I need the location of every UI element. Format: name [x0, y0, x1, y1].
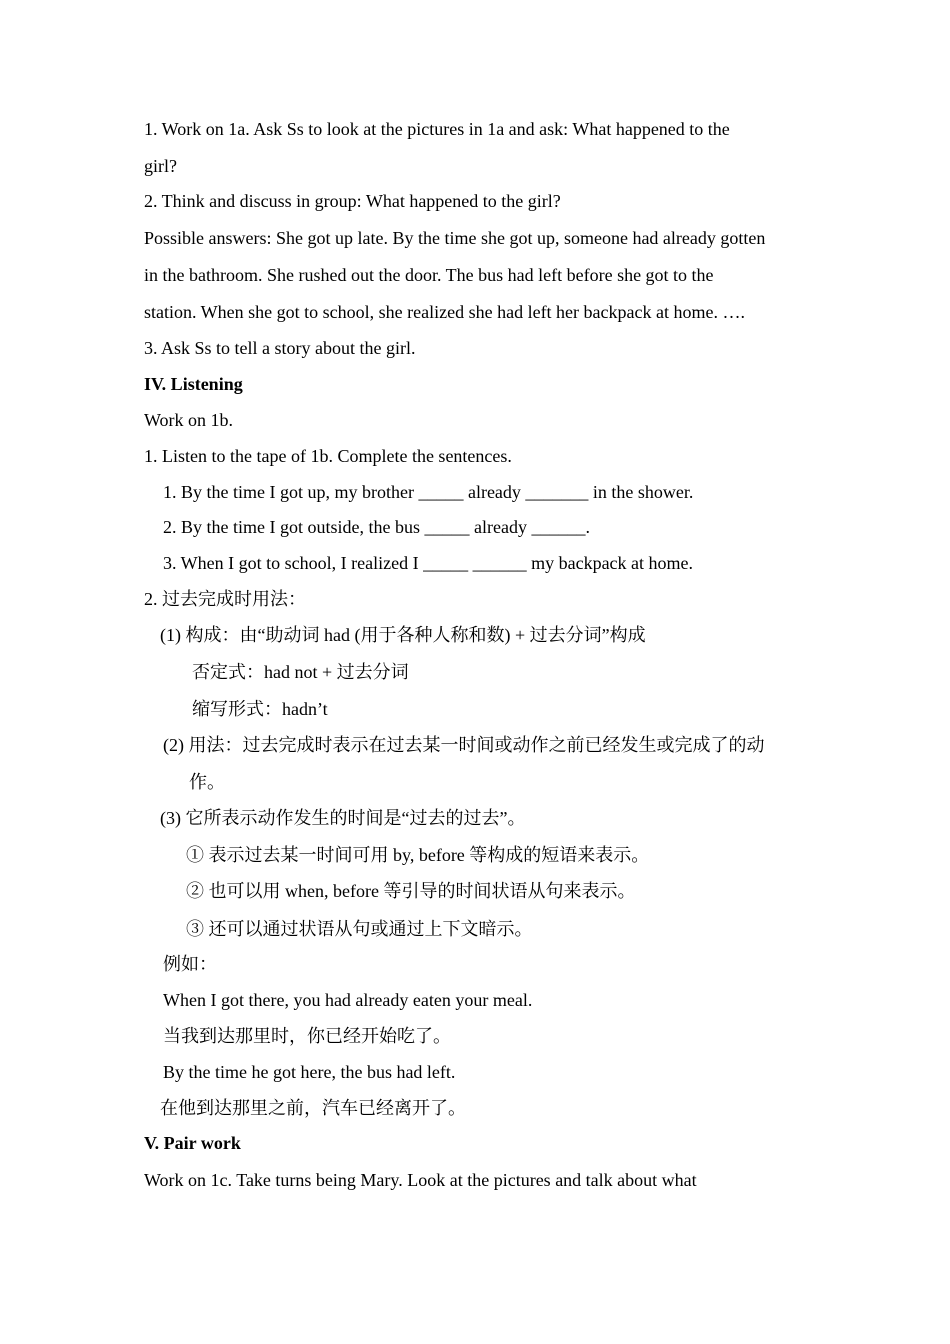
grammar-point-1: ① 表示过去某一时间可用 by, before 等构成的短语来表示。: [186, 845, 650, 865]
activity-3-line: 3. Ask Ss to tell a story about the girl.: [144, 338, 416, 358]
grammar-form: (1) 构成：由“助动词 had (用于各种人称和数) + 过去分词”构成: [160, 625, 646, 645]
example-1-english: When I got there, you had already eaten your meal.: [163, 990, 533, 1010]
possible-answers-line-3: station. When she got to school, she realized she had left her backpack at home. ….: [144, 302, 745, 322]
possible-answers-line-1: Possible answers: She got up late. By the time she got up, someone had already gotten: [144, 228, 766, 248]
work-on-1b-line: Work on 1b.: [144, 410, 234, 430]
activity-2-line: 2. Think and discuss in group: What happened to the girl?: [144, 191, 561, 211]
grammar-point-3: ③ 还可以通过状语从句或通过上下文暗示。: [186, 919, 533, 939]
listening-sentence-2: 2. By the time I got outside, the bus _____ already ______.: [163, 517, 590, 537]
example-2-english: By the time he got here, the bus had left.: [163, 1062, 456, 1082]
section-heading-pair-work: V. Pair work: [144, 1133, 241, 1153]
activity-1a-line: 1. Work on 1a. Ask Ss to look at the pictures in 1a and ask: What happened to the: [144, 119, 730, 139]
activity-1a-line-cont: girl?: [144, 156, 177, 176]
example-2-chinese: 在他到达那里之前，汽车已经离开了。: [160, 1098, 466, 1118]
grammar-usage-line-2: 作。: [189, 772, 225, 792]
listen-instruction: 1. Listen to the tape of 1b. Complete the sentences.: [144, 446, 512, 466]
section-heading-listening: IV. Listening: [144, 374, 243, 394]
grammar-title: 2. 过去完成时用法：: [144, 589, 306, 609]
example-1-chinese: 当我到达那里时，你已经开始吃了。: [163, 1026, 451, 1046]
pair-work-instruction: Work on 1c. Take turns being Mary. Look at the pictures and talk about what: [144, 1170, 697, 1190]
grammar-negative: 否定式：had not + 过去分词: [192, 662, 409, 682]
listening-sentence-1: 1. By the time I got up, my brother _____ already _______ in the shower.: [163, 482, 694, 502]
grammar-point-2: ② 也可以用 when, before 等引导的时间状语从句来表示。: [186, 881, 636, 901]
grammar-contraction: 缩写形式：hadn’t: [192, 699, 328, 719]
grammar-usage-line-1: (2) 用法：过去完成时表示在过去某一时间或动作之前已经发生或完成了的动: [163, 735, 765, 755]
example-label: 例如：: [163, 954, 217, 974]
listening-sentence-3: 3. When I got to school, I realized I _____ ______ my backpack at home.: [163, 553, 694, 573]
grammar-time-reference: (3) 它所表示动作发生的时间是“过去的过去”。: [160, 808, 526, 828]
possible-answers-line-2: in the bathroom. She rushed out the door. The bus had left before she got to the: [144, 265, 714, 285]
